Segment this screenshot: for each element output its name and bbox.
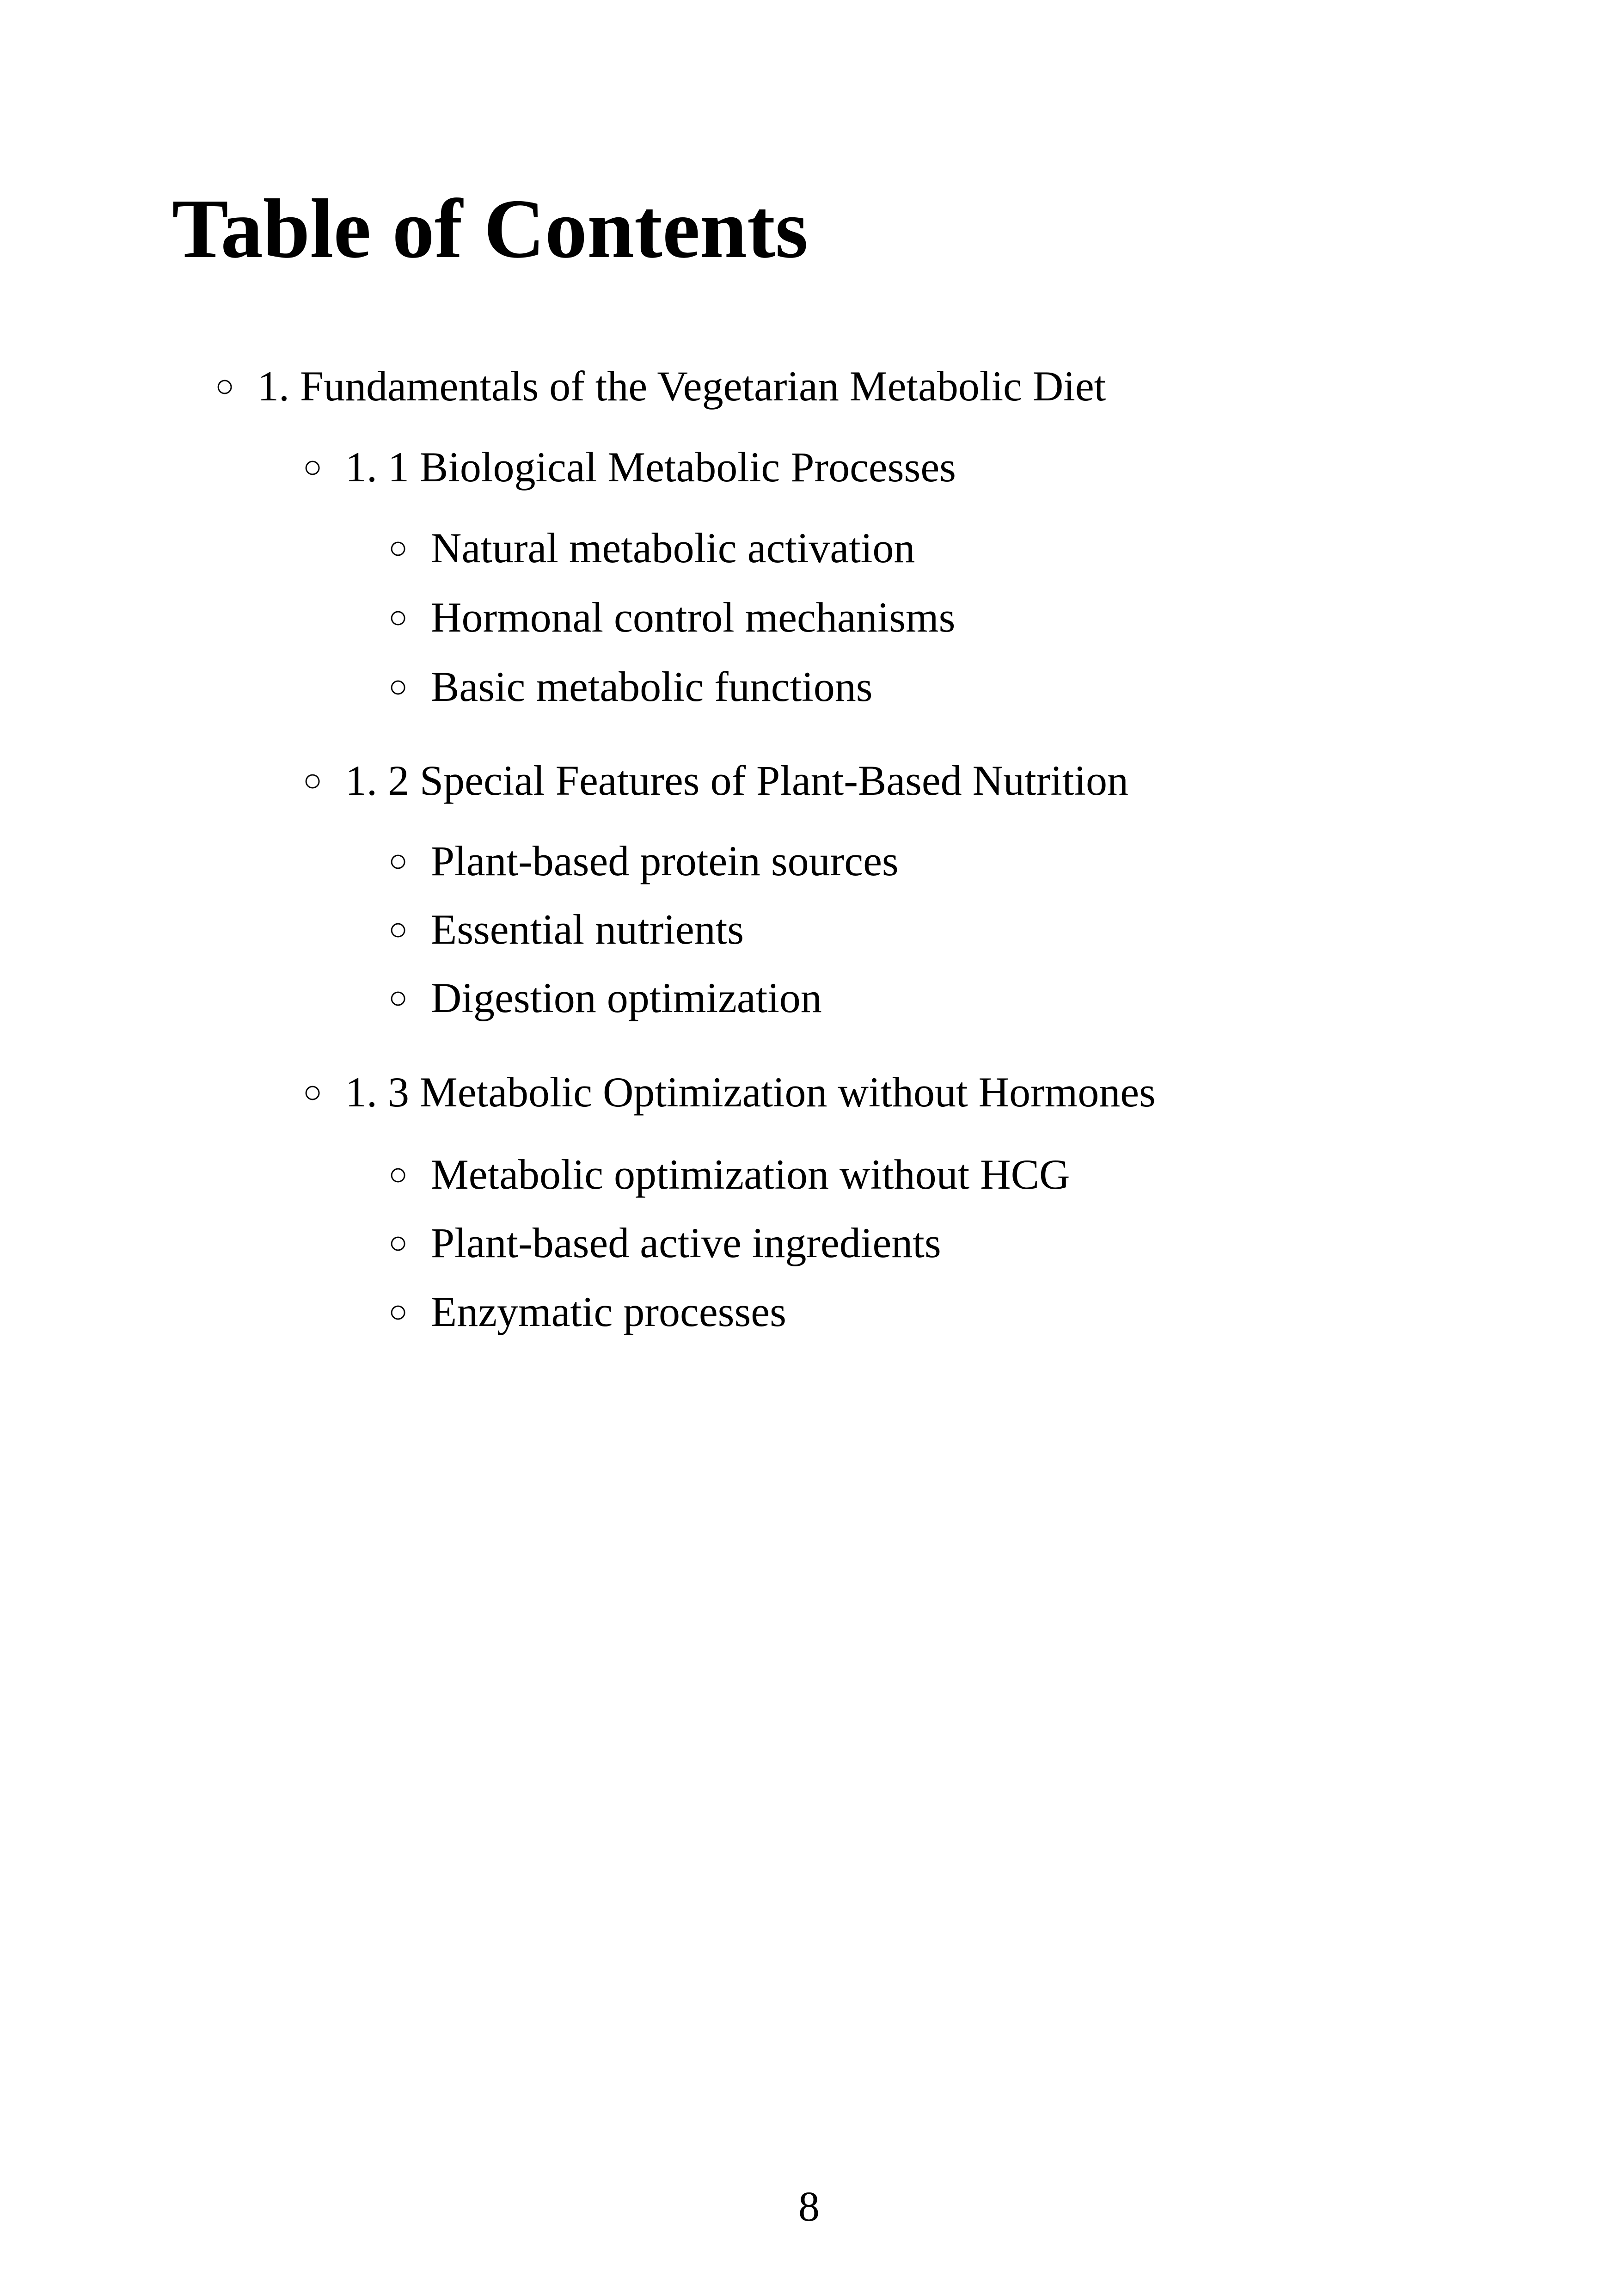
circle-bullet-icon: ○ bbox=[388, 980, 408, 1016]
toc-item[interactable] bbox=[388, 520, 915, 576]
circle-bullet-icon: ○ bbox=[388, 530, 408, 566]
toc-item[interactable] bbox=[388, 1215, 941, 1271]
toc-subsection-label: 1. 3 Metabolic Optimization without Hormones bbox=[345, 1068, 1156, 1116]
toc-item-label: Digestion optimization bbox=[431, 974, 822, 1021]
toc-item[interactable] bbox=[388, 1147, 1070, 1203]
toc-item-label: Hormonal control mechanisms bbox=[431, 594, 956, 641]
page-number: 8 bbox=[798, 2183, 820, 2230]
circle-bullet-icon: ○ bbox=[388, 912, 408, 947]
toc-section-label: 1. Fundamentals of the Vegetarian Metabolic Diet bbox=[257, 362, 1106, 410]
circle-bullet-icon: ○ bbox=[303, 763, 323, 798]
circle-bullet-icon: ○ bbox=[303, 449, 323, 485]
circle-bullet-icon: ○ bbox=[388, 843, 408, 879]
toc-subsection-1-2[interactable] bbox=[303, 753, 1128, 809]
circle-bullet-icon: ○ bbox=[303, 1074, 323, 1110]
toc-subsection-1-1[interactable] bbox=[303, 439, 956, 495]
toc-item-label: Metabolic optimization without HCG bbox=[431, 1151, 1070, 1198]
circle-bullet-icon: ○ bbox=[215, 368, 235, 404]
toc-item[interactable] bbox=[388, 970, 822, 1026]
toc-item[interactable] bbox=[388, 589, 955, 645]
toc-section-1[interactable] bbox=[215, 358, 1106, 414]
toc-item[interactable] bbox=[388, 659, 873, 715]
toc-item-label: Enzymatic processes bbox=[431, 1288, 786, 1335]
page-title: Table of Contents bbox=[172, 182, 809, 276]
toc-subsection-label: 1. 1 Biological Metabolic Processes bbox=[345, 443, 956, 491]
toc-item-label: Basic metabolic functions bbox=[431, 663, 873, 710]
toc-item-label: Plant-based protein sources bbox=[431, 837, 899, 884]
circle-bullet-icon: ○ bbox=[388, 1294, 408, 1330]
toc-subsection-label: 1. 2 Special Features of Plant-Based Nutrition bbox=[345, 757, 1129, 804]
circle-bullet-icon: ○ bbox=[388, 600, 408, 635]
toc-item[interactable] bbox=[388, 833, 899, 889]
toc-subsection-1-3[interactable] bbox=[303, 1064, 1156, 1120]
toc-item[interactable] bbox=[388, 1284, 786, 1340]
toc-item-label: Essential nutrients bbox=[431, 906, 744, 953]
toc-item-label: Plant-based active ingredients bbox=[431, 1219, 941, 1266]
circle-bullet-icon: ○ bbox=[388, 669, 408, 705]
circle-bullet-icon: ○ bbox=[388, 1225, 408, 1261]
toc-item[interactable] bbox=[388, 902, 744, 958]
toc-item-label: Natural metabolic activation bbox=[431, 524, 915, 571]
circle-bullet-icon: ○ bbox=[388, 1157, 408, 1192]
